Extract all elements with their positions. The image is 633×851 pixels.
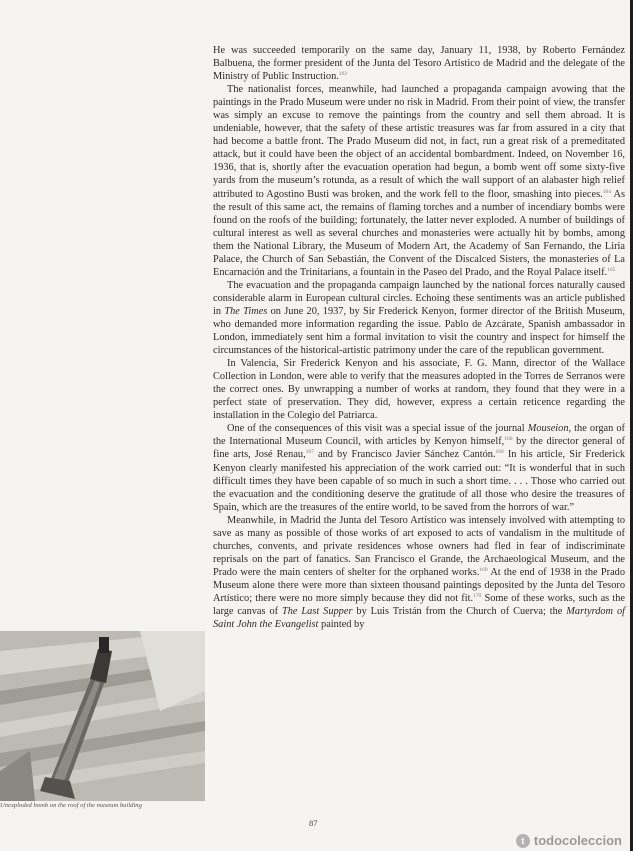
italic-title: Mouseion [527, 423, 569, 435]
page-number: 87 [309, 818, 318, 828]
text-run: and by Francisco Javier Sánchez Cantón. [313, 449, 496, 461]
text-run: As the result of this same act, the remains of flaming torches and a number of incendiary bombs were found on the roofs of the building; fortunately, the latter never exploded. A number of buildings of cultural interest as well as several churches and monasteries were actually hit by bombs, among them the National Library, the Museum of Modern Art, the Academy of San Fernando, the Liria Palace, the Church of San Sebastián, the Convent of the Discalced Sisters, the monasteries of La Encarnación and the Trinitarians, a fountain in the Paseo del Prado, and the Royal Palace itself. [213, 188, 625, 278]
text-run: The nationalist forces, meanwhile, had launched a propaganda campaign avowing that the paintings in the Prado Museum were under no risk in Madrid. From their point of view, the transfer was simply an excuse to remove the paintings from the country and sell them abroad. It is undeniable, however, that the safety of these artistic treasures was far from assured in a city that had become a battle front. The Prado Museum did not, in fact, run a great risk of a premeditated attack, but it could have been the object of an accidental bombardment. Indeed, on November 16, 1936, that is, shortly after the evacuation operation had begun, a bomb went off some sixty-five yards from the museum’s rotunda, as a result of which the wall support of an alabaster high relief attributed to Agostino Busti was broken, and the work fell to the floor, smashing into pieces. [213, 84, 625, 200]
paragraph [213, 357, 625, 422]
text-run: , the organ of the International Museum Council, with articles by Kenyon himself, [213, 423, 625, 448]
text-run: painted by [318, 619, 365, 631]
watermark-text: todocoleccion [533, 833, 622, 848]
footnote-ref: 166 [504, 436, 513, 443]
paragraph [213, 44, 625, 83]
body-text [213, 44, 625, 631]
paragraph [213, 422, 625, 513]
footnote-ref: 168 [495, 449, 504, 456]
footnote-ref: 170 [473, 592, 482, 599]
photo-unexploded-bomb [0, 631, 205, 801]
photo-caption: Unexploded bomb on the roof of the museum building [0, 802, 142, 809]
text-run: Some of these works, such as the large canvas of [213, 592, 625, 618]
italic-title: The Times [224, 305, 268, 317]
footnote-ref: 169 [479, 566, 488, 573]
footnote-ref: 165 [607, 266, 616, 273]
text-run: by the director general of fine arts, José Renau, [213, 436, 626, 461]
text-run: At the end of 1938 in the Prado Museum alone there were more than sixteen thousand paintings deposited by the Junta del Tesoro Artístico; there were no more simply because they did not fit. [213, 566, 626, 604]
footnote-ref: 163 [338, 71, 348, 78]
text-run: Meanwhile, in Madrid the Junta del Tesoro Artístico was intensely involved with attempting to save as many as possible of those works of art exposed to acts of vandalism in the multitude of churches, convents, and private residences whose owners had fled in fear of indiscriminate reprisals on the part of fanatics. San Francisco el Grande, the Archaeological Museum, and the Prado were the main centers of shelter for the orphaned works. [213, 514, 625, 578]
watermark-logo-icon: t [516, 834, 530, 848]
bomb-photo-illustration [0, 631, 205, 801]
text-run: He was succeeded temporarily on the same day, January 11, 1938, by Roberto Fernández Balbuena, the former president of the Junta del Tesoro Artístico de Madrid and the delegate of the Ministry of Public Instruction. [213, 45, 625, 83]
italic-title: Martyrdom of Saint John the Evangelist [213, 606, 625, 631]
text-run: The evacuation and the propaganda campaign launched by the national forces naturally caused considerable alarm in European cultural circles. Echoing these sentiments was an article published in [213, 279, 625, 317]
watermark [516, 833, 622, 848]
text-run: One of the consequences of this visit was a special issue of the journal [227, 423, 528, 435]
footnote-ref: 167 [305, 449, 314, 456]
text-run: In Valencia, Sir Frederick Kenyon and his associate, F. G. Mann, director of the Wallace Collection in London, were able to verify that the measures adopted in the Torres de Serranos were the correct ones. By unwrapping a number of works at random, they found that they were in a perfect state of preservation. They did, however, express a certain reticence regarding the installation in the Colegio del Patriarca. [213, 358, 625, 422]
paragraph [213, 279, 625, 357]
paragraph [213, 514, 625, 631]
text-run: In his article, Sir Frederick Kenyon clearly manifested his appreciation of the work carried out: “It is wonderful that in such difficult times they have been capable of so much in such a short time. . . . Those who carried out the evacuation and the conditioning deserve the gratitude of all those who desire the treasures of Spain, which are the treasures of the entire world, to be saved from the horrors of war.” [213, 449, 625, 513]
text-run: on June 20, 1937, by Sir Frederick Kenyon, former director of the British Museum, who demanded more information regarding the issue. Pablo de Azcárate, Spanish ambassador in London, immediately sent him a formal invitation to visit the country and inspect for himself the circumstances of the historical-artistic patrimony under the care of the republican government. [213, 305, 625, 357]
paragraph [213, 83, 625, 279]
footnote-ref: 164 [602, 188, 611, 195]
italic-title: The Last Supper [282, 606, 353, 618]
text-run: by Luis Tristán from the Church of Cuerva; the [352, 606, 567, 618]
